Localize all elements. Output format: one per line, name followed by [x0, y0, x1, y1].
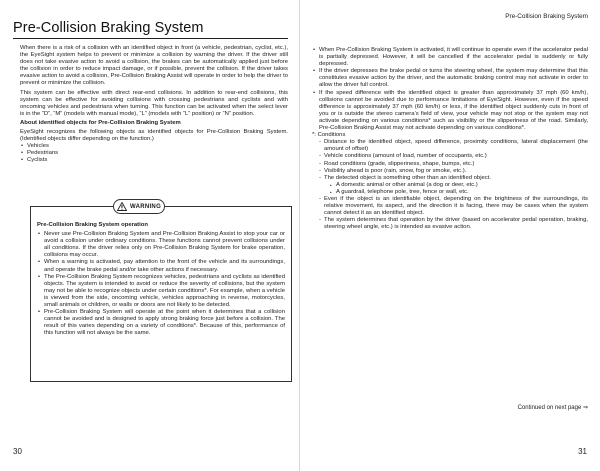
list-item: • The Pre-Collision Braking System recognizes vehicles, pedestrians and cyclists as identified objects. The system is intended to avoid or reduce the severity of collisions, but the system may not be able to recognize objects under certain conditions*. For example, when a vehicle is viewed from the side, oncoming vehicle, vehicles approaching in reverse, motorcycles, small animals or children, or walls or doors are not likely to be detected. — [37, 274, 285, 309]
list-item: • If the speed difference with the identified object is greater than approximately 37 mph (60 km/h), collisions cannot be avoided due to performance limitations of EyeSight. However, even if the speed difference is approximately 37 mph (60 km/h) or less, if the identified object suddenly cuts in front of you or is outside the stereo camera’s field of view, your vehicle may not stop or the system may not activate depending on various conditions* such as visibility or the slipperiness of the road. Similarly, Pre-Collision Braking Assist may not activate depending on various conditions*. — [312, 90, 588, 133]
list-item: - Vehicle conditions (amount of load, number of occupants, etc.) — [318, 153, 588, 160]
list-item: • If the driver depresses the brake pedal or turns the steering wheel, the system may determine that this constitutes evasive action by the driver, and the automatic braking control may not activate in order to allow the driver full control. — [312, 68, 588, 89]
warning-list — [37, 231, 285, 337]
objects-heading: About identified objects for Pre-Collision Braking System — [20, 119, 181, 126]
list-item: • Pre-Collision Braking System will operate at the point when it determines that a collision cannot be avoided and is designed to apply strong braking force just before a collision. The result of this varies depending on a variety of conditions*. Because of this, performance of this function will not always be the same. — [37, 309, 285, 337]
list-item: • Pedestrians — [20, 150, 288, 157]
page-title: Pre-Collision Braking System — [13, 20, 204, 36]
list-item: • A domestic animal or other animal (a dog or deer, etc.) — [330, 182, 588, 189]
list-item: • When Pre-Collision Braking System is activated, it will continue to operate even if the accelerator pedal is partially depressed. However, it will be cancelled if the accelerator pedal is suddenly or fully depressed. — [312, 47, 588, 68]
list-item — [318, 175, 588, 196]
right-text — [312, 47, 588, 231]
list-item: • Cyclists — [20, 157, 288, 164]
page-number-right: 31 — [578, 447, 587, 456]
warning-badge — [113, 199, 165, 214]
list-item: • Vehicles — [20, 143, 288, 150]
warning-text — [37, 222, 285, 338]
list-item: • A guardrail, telephone pole, tree, fence or wall, etc. — [330, 189, 588, 196]
list-item: - The system determines that operation by the driver (based on accelerator pedal operation, braking, steering wheel angle, etc.) is intended as evasive action. — [318, 217, 588, 231]
warning-triangle-icon — [117, 202, 127, 211]
sub-conditions-list — [324, 182, 588, 196]
intro-text — [20, 45, 288, 165]
warning-label: WARNING — [129, 203, 162, 210]
list-item: - Road conditions (grade, slipperiness, shape, bumps, etc.) — [318, 161, 588, 168]
warning-heading: Pre-Collision Braking System operation — [37, 222, 148, 228]
operation-notes-list — [312, 47, 588, 132]
list-item: • Never use Pre-Collision Braking System and Pre-Collision Braking Assist to stop your car or avoid a collision under ordinary conditions. These functions cannot prevent collisions under all conditions. If the driver relies only on Pre-Collision Braking System for brake operation, collisions may occur. — [37, 231, 285, 259]
objects-intro: EyeSight recognizes the following objects as identified objects for Pre-Collision Braking System. (Identified objects differ depending on the function.) — [20, 129, 288, 143]
warning-box — [30, 203, 292, 382]
conditions-list — [312, 139, 588, 231]
intro-paragraph-2: This system can be effective with direct rear-end collisions. In addition to rear-end collisions, this system can be effective for avoiding collisions with crossing pedestrians and cyclists and with oncoming vehicles and pedestrians when turning. This function can be activated when the select lever is in the “D”, “M” (models with manual mode), “L” (models with “L” position) or “N” position. — [20, 89, 288, 117]
conditions-label: *: Conditions — [312, 132, 346, 139]
list-item: - Even if the object is an identifiable object, depending on the brightness of the surroundings, its relative movement, its aspect, and the direction it is facing, there may be cases when the system cannot detect it as an identified object. — [318, 196, 588, 217]
list-item: - Distance to the identified object, speed difference, proximity conditions, lateral displacement (the amount of offset) — [318, 139, 588, 153]
page-number-left: 30 — [13, 447, 22, 456]
running-header: Pre-Collision Braking System — [505, 13, 588, 20]
right-page — [300, 0, 600, 471]
condition-text: The detected object is something other than an identified object. — [324, 174, 492, 181]
list-item: • When a warning is activated, pay attention to the front of the vehicle and its surroundings, and operate the brake pedal and/or take other actions if necessary. — [37, 259, 285, 273]
list-item: - Visibility ahead is poor (rain, snow, fog or smoke, etc.). — [318, 168, 588, 175]
intro-paragraph-1: When there is a risk of a collision with an identified object in front (a vehicle, pedestrian, cyclist, etc.), the EyeSight system helps to prevent or minimize a collision by warning the driver. If the driver still does not take evasive action to avoid a collision, the brakes can be automatically applied just before the collision in order to reduce impact damage, or if possible, prevent the collision. If the driver takes evasive action to avoid a collision, Pre-Collision Braking Assist will operate in order to help the driver to prevent or minimize the collision. — [20, 45, 288, 87]
objects-list — [20, 143, 288, 164]
continued-next-page: Continued on next page ⇒ — [517, 405, 588, 411]
title-rule — [13, 38, 288, 39]
